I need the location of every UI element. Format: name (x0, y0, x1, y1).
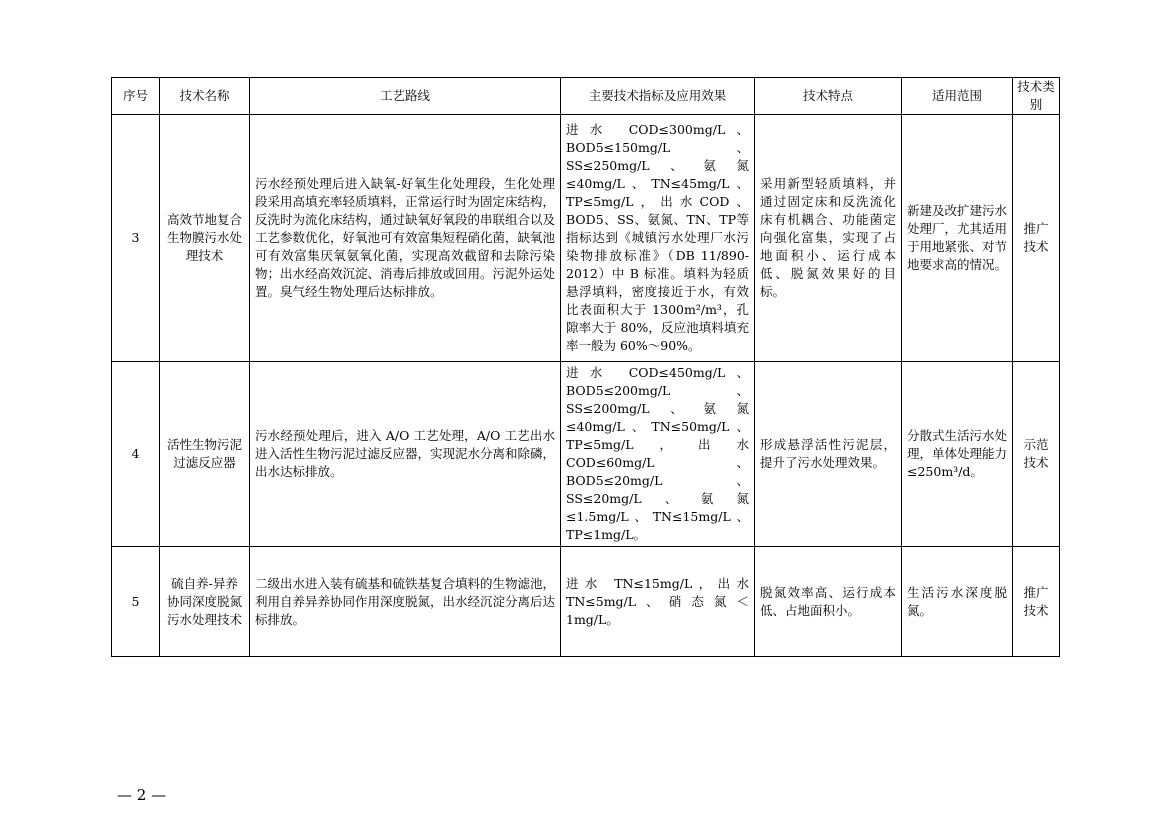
row-category: 推广技术 (1013, 115, 1060, 362)
row-category: 示范技术 (1013, 362, 1060, 547)
header-row (112, 78, 1060, 115)
row-index: 进水 TN≤15mg/L，出水 TN≤5mg/L、硝态氮＜1mg/L。 (561, 547, 755, 657)
row-category: 推广技术 (1013, 547, 1060, 657)
row-route: 污水经预处理后，进入 A/O 工艺处理，A/O 工艺出水进入活性生物污泥过滤反应器，实现泥水分离和除磷，出水达标排放。 (250, 362, 561, 547)
table-row (112, 115, 1060, 362)
row-feature: 形成悬浮活性污泥层，提升了污水处理效果。 (755, 362, 902, 547)
row-name: 高效节地复合生物膜污水处理技术 (160, 115, 250, 362)
row-scope: 生活污水深度脱氮。 (902, 547, 1013, 657)
header-route: 工艺路线 (250, 78, 561, 115)
row-scope: 新建及改扩建污水处理厂，尤其适用于用地紧张、对节地要求高的情况。 (902, 115, 1013, 362)
technology-table (111, 77, 1060, 657)
row-no: 4 (112, 362, 160, 547)
row-feature: 采用新型轻质填料，并通过固定床和反洗流化床有机耦合、功能菌定向强化富集，实现了占地面积小、运行成本低、脱氮效果好的目标。 (755, 115, 902, 362)
header-category: 技术类别 (1013, 78, 1060, 115)
header-scope: 适用范围 (902, 78, 1013, 115)
row-no: 3 (112, 115, 160, 362)
row-no: 5 (112, 547, 160, 657)
header-name: 技术名称 (160, 78, 250, 115)
header-feature: 技术特点 (755, 78, 902, 115)
row-index: 进水 COD≤450mg/L、BOD5≤200mg/L、SS≤200mg/L、氨氮≤40mg/L、TN≤50mg/L、TP≤5mg/L，出水COD≤60mg/L、BOD5≤20mg/L、SS≤20mg/L、氨氮≤1.5mg/L、TN≤15mg/L、TP≤1mg/L。 (561, 362, 755, 547)
row-route: 污水经预处理后进入缺氧-好氧生化处理段，生化处理段采用高填充率轻质填料，正常运行时为固定床结构，反洗时为流化床结构，通过缺氧好氧段的串联组合以及工艺参数优化，好氧池可有效富集短程硝化菌，缺氧池可有效富集厌氧氨氧化菌，实现高效截留和去除污染物；出水经高效沉淀、消毒后排放或回用。污泥外运处置。臭气经生物处理后达标排放。 (250, 115, 561, 362)
row-scope: 分散式生活污水处理，单体处理能力≤250m³/d。 (902, 362, 1013, 547)
row-route: 二级出水进入装有硫基和硫铁基复合填料的生物滤池，利用自养异养协同作用深度脱氮，出水经沉淀分离后达标排放。 (250, 547, 561, 657)
header-no: 序号 (112, 78, 160, 115)
row-feature: 脱氮效率高、运行成本低、占地面积小。 (755, 547, 902, 657)
row-index: 进水 COD≤300mg/L、BOD5≤150mg/L、SS≤250mg/L、氨氮≤40mg/L、TN≤45mg/L、TP≤5mg/L，出水COD、BOD5、SS、氨氮、TN、TP等指标达到《城镇污水处理厂水污染物排放标准》（DB 11/890-2012）中 B 标准。填料为轻质悬浮填料，密度接近于水，有效比表面积大于 1300m²/m³，孔隙率大于 80%，反应池填料填充率一般为 60%～90%。 (561, 115, 755, 362)
table-row (112, 362, 1060, 547)
table-row (112, 547, 1060, 657)
header-index: 主要技术指标及应用效果 (561, 78, 755, 115)
row-name: 硫自养-异养协同深度脱氮污水处理技术 (160, 547, 250, 657)
page-number: — 2 — (117, 786, 167, 804)
row-name: 活性生物污泥过滤反应器 (160, 362, 250, 547)
